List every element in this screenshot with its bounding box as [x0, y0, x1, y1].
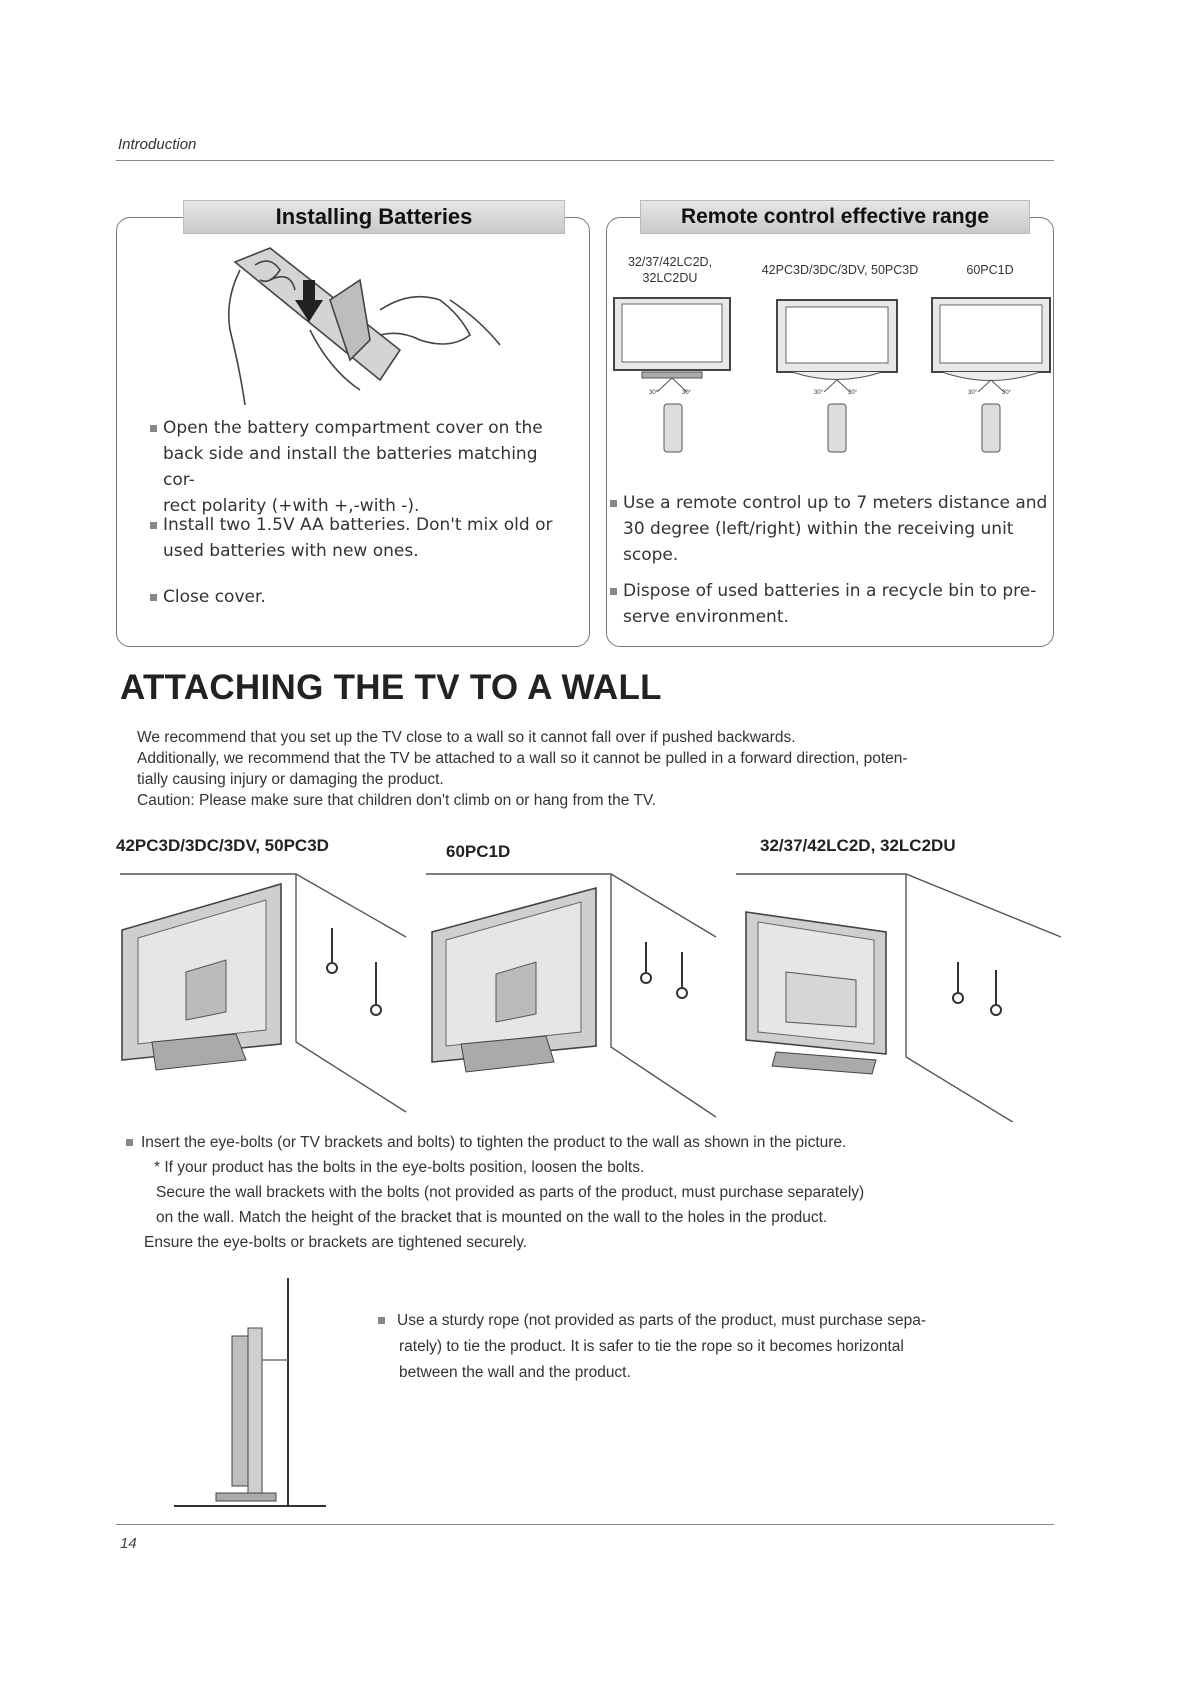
remote-icon	[828, 404, 846, 452]
bullet-square-icon	[150, 522, 157, 529]
battery-bullet-1: Open the battery compartment cover on the back side and install the batteries matching cor- rect polarity (+with +,-with -).	[150, 415, 570, 519]
remote-bullet-1: Use a remote control up to 7 meters distance and 30 degree (left/right) within the receiving unit scope.	[610, 490, 1050, 568]
section-label: Introduction	[118, 136, 197, 153]
bullet-square-icon	[150, 425, 157, 432]
figure-label-3: 32/37/42LC2D, 32LC2DU	[760, 836, 956, 855]
tv-side-rope-illustration	[166, 1278, 336, 1510]
remote-model-label-3: 60PC1D	[966, 263, 1014, 277]
remote-range-illustration	[612, 292, 1052, 472]
battery-install-illustration	[210, 240, 510, 410]
remote-model-label-1: 32/37/42LC2D, 32LC2DU	[627, 255, 713, 285]
page-number: 14	[120, 1535, 137, 1552]
tv-60pc1d-icon	[932, 298, 1050, 452]
tv-rear-plasma-2	[432, 888, 596, 1072]
wall-instructions: Insert the eye-bolts (or TV brackets and bolts) to tighten the product to the wall as shown in the picture. * If your product has the bolts in the eye-bolts position, loosen the bolts. Secure the wall brackets with the bolts (not provided as parts of the product, must purchase separately) on the wall. Match the height of the bracket that is mounted on the wall to the holes in the product. Ensure the eye-bolts or brackets are tightened securely.	[126, 1132, 1056, 1253]
svg-text:30°: 30°	[682, 390, 692, 396]
header-rule	[116, 160, 1054, 161]
installing-batteries-title: Installing Batteries	[183, 200, 565, 234]
tv-rear-plasma-1	[122, 884, 281, 1070]
battery-bullet-2: Install two 1.5V AA batteries. Don't mix old or used batteries with new ones.	[150, 512, 570, 564]
remote-model-label-2: 42PC3D/3DC/3DV, 50PC3D	[761, 263, 919, 277]
figure-label-1: 42PC3D/3DC/3DV, 50PC3D	[116, 836, 329, 855]
bullet-square-icon	[378, 1317, 385, 1324]
tv-lcd-icon	[614, 298, 730, 452]
tv-side-profile	[248, 1328, 262, 1493]
remote-range-title: Remote control effective range	[640, 200, 1030, 234]
remote-icon	[664, 404, 682, 452]
svg-text:30°: 30°	[649, 390, 659, 396]
figure-label-2: 60PC1D	[446, 842, 511, 861]
wall-intro: We recommend that you set up the TV close to a wall so it cannot fall over if pushed backwards. Additionally, we recommend that the TV be attached to a wall so it cannot be pulled in a forward direction, poten- tially causing injury or damaging the product. Caution: Please make sure that children don't climb on or hang from the TV.	[137, 729, 908, 809]
remote-icon	[982, 404, 1000, 452]
bullet-square-icon	[150, 594, 157, 601]
remote-bullet-2: Dispose of used batteries in a recycle bin to pre- serve environment.	[610, 578, 1050, 630]
svg-text:30°: 30°	[1002, 390, 1012, 396]
eye-bolt-icon	[327, 928, 381, 1015]
section-heading: ATTACHING THE TV TO A WALL	[120, 668, 662, 707]
bullet-square-icon	[126, 1139, 133, 1146]
eye-bolt-icon	[953, 962, 1001, 1015]
tv-rear-lcd-3	[746, 912, 886, 1074]
svg-text:30°: 30°	[848, 390, 858, 396]
eye-bolt-icon	[641, 942, 687, 998]
battery-bullet-3: Close cover.	[150, 584, 570, 610]
svg-text:30°: 30°	[814, 390, 824, 396]
tv-plasma-icon	[777, 300, 897, 452]
bullet-square-icon	[610, 588, 617, 595]
wall-mount-illustrations	[116, 862, 1061, 1122]
svg-text:30°: 30°	[968, 390, 978, 396]
rope-instruction: Use a sturdy rope (not provided as parts of the product, must purchase sepa- rately) to tie the product. It is safer to tie the rope so it becomes horizontal between the wall and the product.	[378, 1308, 1058, 1386]
footer-rule	[116, 1524, 1054, 1525]
bullet-square-icon	[610, 500, 617, 507]
